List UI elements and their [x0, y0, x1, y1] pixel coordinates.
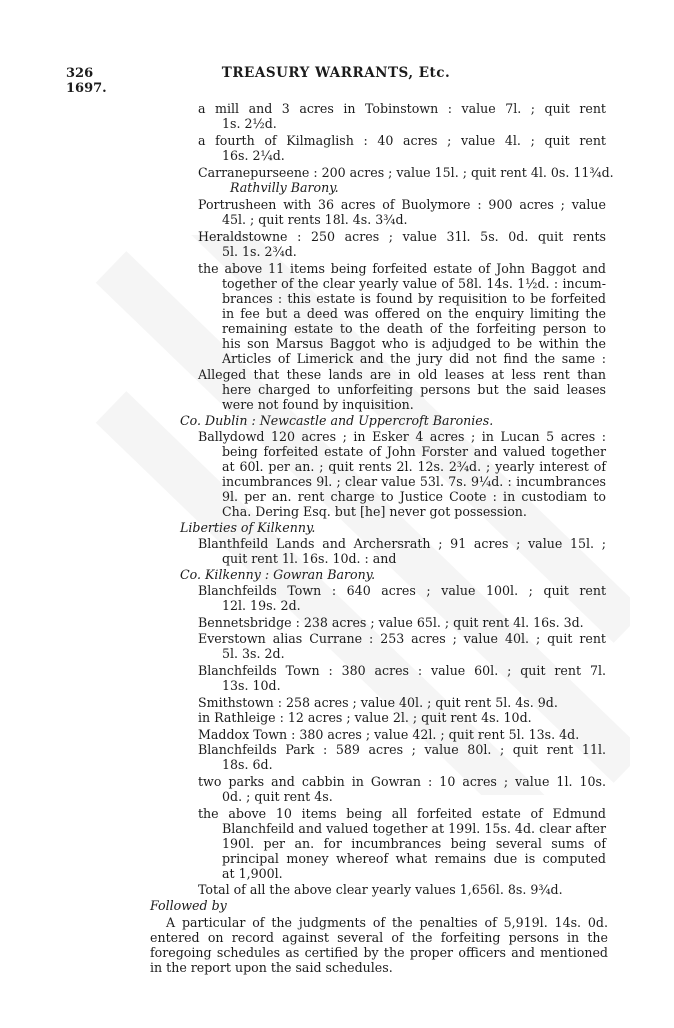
text-line: in the report upon the said schedules. [150, 960, 393, 975]
text-line: Blanchfeild and valued together at 199l. 15s. 4d. clear after [222, 821, 606, 836]
section-heading: Liberties of Kilkenny. [180, 520, 316, 535]
text-line: principal money whereof what remains due is computed [222, 851, 606, 866]
text-line: remaining estate to the death of the forfeiting person to [222, 321, 606, 336]
text-line: A particular of the judgments of the penalties of 5,919l. 14s. 0d. [166, 915, 608, 930]
text-line: Articles of Limerick and the jury did not find the same : [222, 351, 606, 366]
text-line: Cha. Dering Esq. but [he] never got possession. [222, 504, 527, 519]
text-line: a mill and 3 acres in Tobinstown : value 7l. ; quit rent [198, 101, 606, 116]
text-line: were not found by inquisition. [222, 397, 414, 412]
text-line: 16s. 2¼d. [222, 148, 285, 163]
year-marker: 1697. [66, 81, 107, 96]
text-line: foregoing schedules as certified by the proper officers and mentioned [150, 945, 608, 960]
text-line: 12l. 19s. 2d. [222, 598, 301, 613]
text-line: Everstown alias Currane : 253 acres ; value 40l. ; quit rent [198, 631, 606, 646]
text-line: Maddox Town : 380 acres ; value 42l. ; quit rent 5l. 13s. 4d. [198, 727, 580, 742]
text-line: Blanthfeild Lands and Archersrath ; 91 acres ; value 15l. ; [198, 536, 606, 551]
text-line: Blanchfeilds Town : 640 acres ; value 100l. ; quit rent [198, 583, 606, 598]
text-line: Portrusheen with 36 acres of Buolymore : 900 acres ; value [198, 197, 606, 212]
text-line: quit rent 1l. 16s. 10d. : and [222, 551, 397, 566]
text-line: Alleged that these lands are in old leases at less rent than [198, 367, 606, 382]
page-header [66, 66, 606, 96]
text-line: 5l. 3s. 2d. [222, 646, 285, 661]
text-line: Blanchfeilds Park : 589 acres ; value 80l. ; quit rent 11l. [198, 742, 606, 757]
text-line: 9l. per an. rent charge to Justice Coote : in custodiam to [222, 489, 606, 504]
text-line: 18s. 6d. [222, 757, 273, 772]
text-line: Ballydowd 120 acres ; in Esker 4 acres ; in Lucan 5 acres : [198, 429, 606, 444]
text-line: at 1,900l. [222, 866, 283, 881]
text-line: Carranepurseene : 200 acres ; value 15l. ; quit rent 4l. 0s. 11¾d. [198, 165, 614, 180]
text-line: Heraldstowne : 250 acres ; value 31l. 5s. 0d. quit rents [198, 229, 606, 244]
text-line: Bennetsbridge : 238 acres ; value 65l. ; quit rent 4l. 16s. 3d. [198, 615, 584, 630]
text-line: the above 10 items being all forfeited estate of Edmund [198, 806, 606, 821]
text-line: 45l. ; quit rents 18l. 4s. 3¾d. [222, 212, 408, 227]
text-line: together of the clear yearly value of 58l. 14s. 1½d. : incum- [222, 276, 606, 291]
text-line: incumbrances 9l. ; clear value 53l. 7s. 9¼d. : incumbrances [222, 474, 606, 489]
text-line: Blanchfeilds Town : 380 acres : value 60l. ; quit rent 7l. [198, 663, 606, 678]
text-line: 13s. 10d. [222, 678, 281, 693]
section-heading: Co. Dublin : Newcastle and Uppercroft Baronies. [180, 413, 494, 428]
text-line: 5l. 1s. 2¾d. [222, 244, 297, 259]
text-line: 1s. 2½d. [222, 116, 277, 131]
section-heading: Followed by [150, 898, 227, 913]
text-line: two parks and cabbin in Gowran : 10 acres ; value 1l. 10s. [198, 774, 606, 789]
text-line: the above 11 items being forfeited estate of John Baggot and [198, 261, 606, 276]
text-line: 0d. ; quit rent 4s. [222, 789, 333, 804]
running-head: TREASURY WARRANTS, Etc. [221, 65, 451, 81]
text-line: at 60l. per an. ; quit rents 2l. 12s. 2¾d. ; yearly interest of [222, 459, 606, 474]
text-line: in Rathleige : 12 acres ; value 2l. ; quit rent 4s. 10d. [198, 710, 532, 725]
text-line: here charged to unforfeiting persons but the said leases [222, 382, 606, 397]
total-line: Total of all the above clear yearly values 1,656l. 8s. 9¾d. [198, 882, 563, 897]
page-number: 326 [66, 66, 94, 81]
section-heading: Rathvilly Barony. [230, 180, 339, 195]
text-line: his son Marsus Baggot who is adjudged to be within the [222, 336, 606, 351]
section-heading: Co. Kilkenny : Gowran Barony. [180, 567, 376, 582]
text-line: being forfeited estate of John Forster and valued together [222, 444, 606, 459]
text-line: Smithstown : 258 acres ; value 40l. ; quit rent 5l. 4s. 9d. [198, 695, 558, 710]
text-line: 190l. per an. for incumbrances being several sums of [222, 836, 606, 851]
text-line: brances : this estate is found by requisition to be forfeited [222, 291, 606, 306]
text-line: in fee but a deed was offered on the enquiry limiting the [222, 306, 606, 321]
text-line: a fourth of Kilmaglish : 40 acres ; value 4l. ; quit rent [198, 133, 606, 148]
text-line: entered on record against several of the forfeiting persons in the [150, 930, 608, 945]
